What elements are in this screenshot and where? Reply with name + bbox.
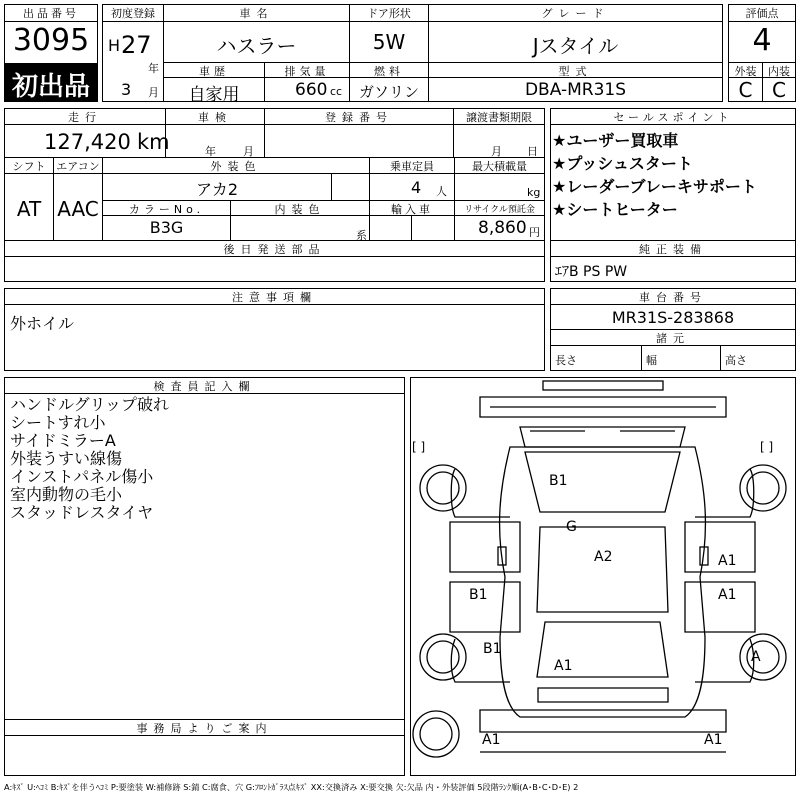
- equipment-value: ｴｱB PS PW: [555, 264, 628, 280]
- later-parts-cell: [4, 256, 545, 282]
- damage-mark-roof: A2: [594, 549, 613, 565]
- int-color-label: 内装色: [274, 203, 326, 216]
- office-cell: [4, 735, 405, 776]
- interior-grade: C: [772, 78, 786, 102]
- import-cell-b: [411, 215, 455, 241]
- damage-mark-rear-bumper-right: A1: [704, 732, 723, 748]
- sales-point-item: ★プッシュスタート: [552, 154, 693, 173]
- import-label: 輸入車: [391, 203, 433, 216]
- inspector-line: 外装うすい線傷: [10, 449, 123, 468]
- mileage-value: 127,420: [44, 130, 131, 154]
- notes-label: 注意事項欄: [232, 291, 317, 304]
- color-no-label: カラーNo.: [128, 203, 205, 216]
- height-label: 高さ: [725, 354, 747, 367]
- history-value: 自家用: [188, 85, 240, 105]
- first-reg-label: 初度登録: [111, 7, 155, 20]
- fuel-value: ガソリン: [358, 83, 419, 101]
- displacement-value: 660: [295, 80, 328, 100]
- lot-label: 出品番号: [23, 7, 79, 20]
- car-diagram: [410, 377, 796, 776]
- inspection-month-unit: 月: [243, 145, 254, 158]
- damage-legend: A:ｷｽﾞ U:ﾍｺﾐ B:ｷｽﾞを伴うﾍｺﾐ P:要塗装 W:補修跡 S:錆 C:腐食、穴 G:ﾌﾛﾝﾄｶﾞﾗｽ点ｷｽﾞ XX:交換済み X:要交換 欠:欠品 内・外装評価 5段階ﾗﾝｸ順(A･B･C･D･E) 2: [4, 782, 579, 792]
- import-cell-a: [369, 215, 412, 241]
- load-label: 最大積載量: [472, 160, 527, 173]
- door-value: 5W: [372, 30, 406, 54]
- bracket-left: [ ]: [412, 440, 426, 454]
- first-listing-label: 初出品: [11, 72, 90, 102]
- lot-number: 3095: [12, 23, 90, 58]
- damage-mark-rear-right-wheel: A: [751, 649, 761, 665]
- inspector-label: 検査員記入欄: [153, 380, 256, 393]
- width-label: 幅: [646, 354, 657, 367]
- color-no-value: B3G: [149, 218, 184, 237]
- damage-mark-right-rear-door: A1: [718, 587, 737, 603]
- equipment-label: 純正装備: [639, 243, 707, 256]
- recycle-value: 8,860: [478, 218, 527, 238]
- displacement-unit: cc: [330, 85, 343, 98]
- ext-color-value: アカ2: [195, 180, 239, 199]
- exterior-grade: C: [738, 78, 753, 102]
- int-color-unit: 系: [356, 229, 367, 242]
- score-value: 4: [752, 23, 772, 58]
- inspector-line: シートすれ小: [10, 413, 106, 432]
- damage-mark-rear-bumper-left: A1: [482, 732, 501, 748]
- model-code-value: DBA-MR31S: [524, 80, 627, 100]
- load-unit: kg: [527, 186, 541, 199]
- car-name: ハスラー: [216, 34, 297, 58]
- inspector-line: インストパネル傷小: [10, 467, 154, 486]
- mileage-unit: km: [137, 130, 170, 154]
- sales-point-item: ★ユーザー買取車: [552, 131, 679, 150]
- reg-no-cell: [264, 124, 454, 158]
- recycle-label: リサイクル預託金: [464, 205, 535, 215]
- office-label: 事務局よりご案内: [136, 722, 273, 735]
- capacity-value: 4: [411, 178, 422, 197]
- capacity-label: 乗車定員: [390, 160, 434, 173]
- chassis-label: 車台番号: [639, 291, 707, 304]
- sales-point-item: ★レーダーブレーキサポート: [552, 177, 757, 196]
- mileage-label: 走行: [68, 111, 102, 124]
- transfer-day-unit: 日: [527, 145, 538, 158]
- ac-value: AAC: [57, 197, 99, 221]
- int-color-cell: [230, 215, 370, 241]
- reg-no-label: 登録番号: [325, 111, 393, 124]
- left-front-door: [450, 522, 520, 572]
- history-label: 車歴: [199, 65, 229, 78]
- inspector-line: サイドミラーA: [10, 431, 116, 450]
- first-reg-year-unit: 年: [148, 62, 159, 75]
- damage-mark-left-rear-fender: B1: [483, 641, 502, 657]
- roof-panel: [537, 527, 668, 612]
- inspector-line: スタッドレスタイヤ: [10, 503, 154, 522]
- shift-label: シフト: [12, 160, 46, 173]
- windshield: [520, 427, 685, 447]
- first-reg-year: 27: [121, 31, 152, 59]
- length-label: 長さ: [555, 354, 577, 367]
- ext-color-extra-cell: [331, 173, 370, 201]
- grade-value: Jスタイル: [532, 34, 619, 58]
- shift-value: AT: [16, 197, 42, 221]
- transfer-label: 譲渡書類期限: [466, 111, 532, 124]
- notes-value: 外ホイル: [10, 314, 75, 333]
- door-label: ドア形状: [367, 7, 411, 20]
- damage-mark-rear-window: A1: [554, 658, 573, 674]
- damage-mark-left-front-door: B1: [469, 587, 488, 603]
- car-name-label: 車名: [239, 7, 274, 20]
- displacement-label: 排気量: [284, 65, 330, 78]
- chassis-value: MR31S-283868: [611, 308, 735, 327]
- rear-bumper: [538, 688, 668, 702]
- dims-label: 諸元: [656, 332, 690, 345]
- first-reg-month: 3: [121, 80, 132, 99]
- damage-mark-right-front-door: A1: [718, 553, 737, 569]
- transfer-month-unit: 月: [491, 145, 502, 158]
- sales-points-label: セールスポイント: [613, 111, 733, 124]
- bracket-right: [ ]: [760, 440, 774, 454]
- notes-cell: [4, 304, 545, 371]
- sales-point-item: ★シートヒーター: [552, 200, 678, 219]
- inspection-year-unit: 年: [205, 145, 216, 158]
- capacity-unit: 人: [436, 185, 447, 198]
- recycle-unit: 円: [529, 226, 540, 239]
- model-code-label: 型式: [558, 65, 593, 78]
- fuel-label: 燃料: [374, 65, 404, 78]
- ext-color-label: 外装色: [210, 160, 262, 173]
- damage-mark-windshield: G: [566, 519, 577, 535]
- inspector-line: 室内動物の毛小: [10, 485, 123, 504]
- inspection-label: 車検: [198, 111, 232, 124]
- first-reg-month-unit: 月: [148, 86, 159, 99]
- interior-label: 内装: [768, 65, 790, 78]
- grade-label: グレード: [541, 7, 610, 20]
- score-label: 評価点: [745, 7, 779, 20]
- later-parts-label: 後日発送部品: [223, 243, 326, 256]
- damage-mark-hood: B1: [549, 473, 568, 489]
- exterior-label: 外装: [734, 65, 757, 78]
- first-reg-era: H: [108, 36, 121, 55]
- inspector-line: ハンドルグリップ破れ: [10, 395, 170, 414]
- ac-label: エアコン: [56, 160, 100, 173]
- roof-top-bar: [543, 381, 663, 390]
